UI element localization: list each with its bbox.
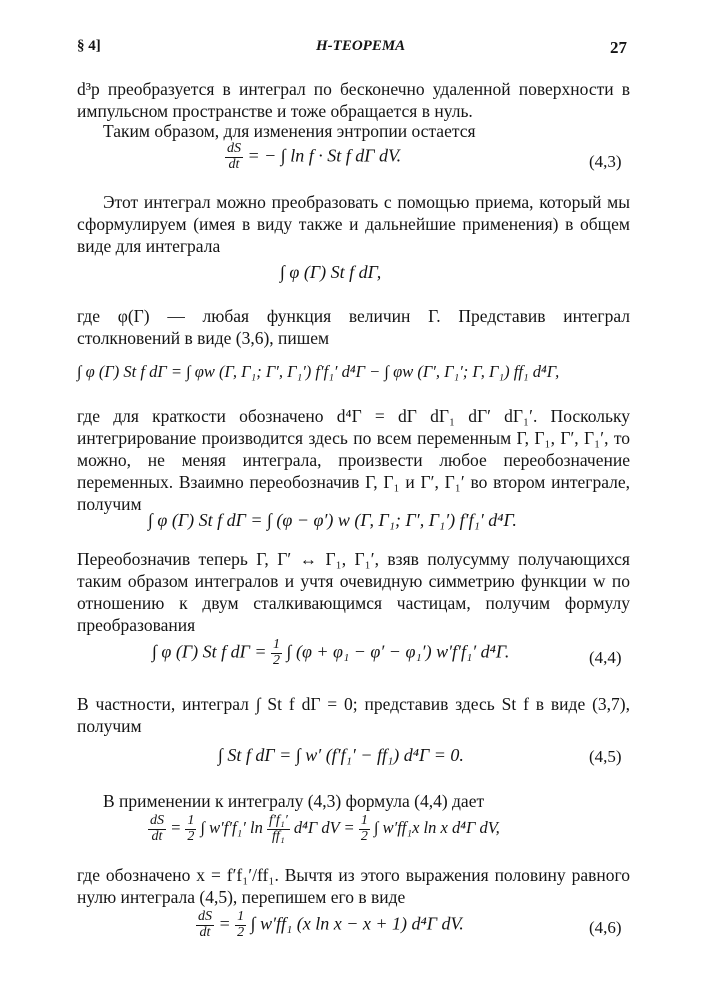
equation-number-4-6: (4,6) xyxy=(589,918,622,937)
equation-4-5: ∫ St f dГ = ∫ w′ (f′f₁′ − ff₁) d⁴Г = 0. xyxy=(218,745,464,765)
running-title: H-ТЕОРЕМА xyxy=(316,38,406,54)
equation-4-4: ∫ φ (Г) St f dГ = $\frac{1}{2}$ ∫ (φ + φ₁ − φ′ − φ₁′) w′f′f₁′ d⁴Г. xyxy=(152,637,510,668)
paragraph-5: где для краткости обозначено d⁴Г = dГ dГ₁ dГ′ dГ₁′. Поскольку интегрирование производится здесь по всем переменным Г, Г₁, Г′, Г₁′, то можно, не меняя интеграла, произвести любое переобозначение переменных. Взаимно переобозначив Г, Г₁ и Г′, Г₁′ во втором интеграле, получим xyxy=(77,406,630,514)
paragraph-4: где φ(Г) — любая функция величин Г. Представив интеграл столкновений в виде (3,6), пишем xyxy=(77,306,630,348)
paragraph-6: Переобозначив теперь Г, Г′ ↔ Г₁, Г₁′, взяв полусумму получающихся таким образом интегралов и учтя очевидную симметрию функции w по отношению к двум сталкивающимся частицам, получим формулу преобразования xyxy=(77,549,630,635)
paragraph-8: В применении к интегралу (4,3) формула (4,4) дает xyxy=(103,791,485,811)
equation-collision-integral: ∫ φ (Г) St f dГ = ∫ φw (Г, Г₁; Г′, Г₁′) f′f₁′ d⁴Г − ∫ φw (Г′, Г₁′; Г, Г₁) ff₁ d⁴Г, xyxy=(77,362,560,381)
equation-ds-dt-expansion: $\frac{dS}{dt}$ = $\frac{1}{2}$ ∫ w′f′f₁′ ln $\frac{\text{f′f₁′}}{\text{ff₁}}$ d⁴Г dV = $\frac{1}{2}$ ∫ w′ff₁x ln x d⁴Г dV, xyxy=(150,813,500,844)
equation-renamed: ∫ φ (Г) St f dГ = ∫ (φ − φ′) w (Г, Г₁; Г′, Г₁′) f′f₁′ d⁴Г. xyxy=(148,510,517,530)
equation-number-4-3: (4,3) xyxy=(589,152,622,171)
equation-integral-phi: ∫ φ (Г) St f dГ, xyxy=(280,262,382,282)
equation-4-6: $\frac{dS}{dt}$ = $\frac{1}{2}$ ∫ w′ff₁ (x ln x − x + 1) d⁴Г dV. xyxy=(198,909,464,940)
equation-number-4-4: (4,4) xyxy=(589,648,622,667)
page-number: 27 xyxy=(610,38,627,57)
paragraph-9: где обозначено x = f′f₁′/ff₁. Вычтя из этого выражения половину равного нулю интеграла (4,5), перепишем его в виде xyxy=(77,865,630,907)
paragraph-2: Таким образом, для изменения энтропии остается xyxy=(103,121,476,141)
equation-4-3: $\frac{dS}{dt}$ = − ∫ ln f · St f dГ dV. xyxy=(227,141,402,172)
paragraph-7: В частности, интеграл ∫ St f dГ = 0; представив здесь St f в виде (3,7), получим xyxy=(77,694,630,736)
paragraph-3: Этот интеграл можно преобразовать с помощью приема, который мы сформулируем (имея в виду также и дальнейшие применения) в общем виде для интеграла xyxy=(77,192,630,256)
paragraph-1: d³p преобразуется в интеграл по бесконечно удаленной поверхности в импульсном пространстве и тоже обращается в нуль. xyxy=(77,79,630,121)
equation-number-4-5: (4,5) xyxy=(589,747,622,766)
section-ref: § 4] xyxy=(77,38,101,54)
